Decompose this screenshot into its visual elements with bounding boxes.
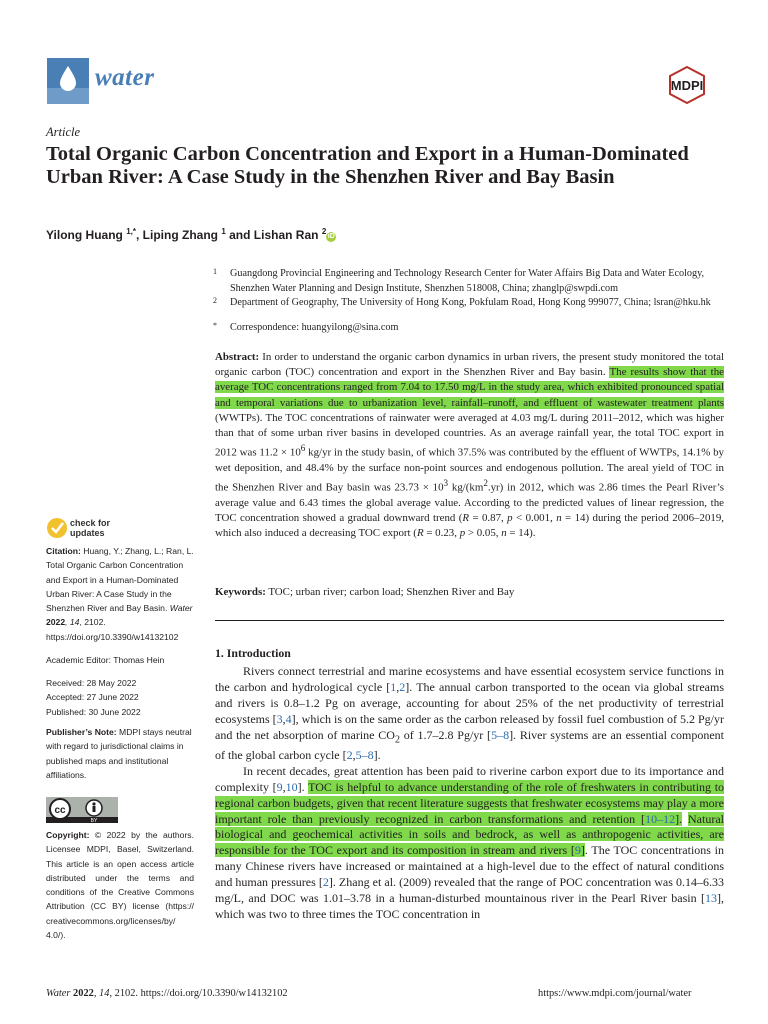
paragraph-1 <box>215 664 724 764</box>
highlight-text: ]. <box>675 811 683 826</box>
abstract-text: .yr) in 2012, which was 2.86 times the Pearl River’s average value and 6.43 times the global average value. According to the predicted values of linear regression, the TOC concentration showed a gradual downward trend ( <box>215 481 724 525</box>
abstract-var: n <box>501 527 507 540</box>
copyright-text: © 2022 by the authors. Licensee MDPI, Basel, Switzerland. This article is an open access article distributed under the terms and conditions of the Creative Commons Attribution (CC BY) license (https:// creativecommons.org/licenses/by/ 4.0/). <box>46 830 194 941</box>
footer-doi[interactable]: , 2102. https://doi.org/10.3390/w14132102 <box>109 988 288 999</box>
footer-volume: , 14 <box>93 988 110 999</box>
section-heading: 1. Introduction <box>215 646 291 660</box>
body-text: Rivers connect terrestrial and marine ecosystems and have essential ecosystem service functions in the carbon and hydrological cycle [ <box>215 664 724 694</box>
author-affiliation-marker: 2 <box>321 227 327 236</box>
citation-doi[interactable]: , 2102. https://doi.org/10.3390/w14132102 <box>46 617 179 642</box>
abstract-var: R <box>416 527 424 540</box>
citation-link[interactable]: 2 <box>322 875 329 890</box>
author-name[interactable]: and Lishan Ran <box>225 228 322 242</box>
citation-link[interactable]: 1 <box>390 679 397 694</box>
body-sub: 2 <box>394 734 400 746</box>
keywords <box>215 586 724 598</box>
received-date: Received: 28 May 2022 <box>46 678 137 688</box>
body-text: ], which was two to three times the TOC concentration in <box>215 891 724 921</box>
correspondence-text: Correspondence: huangyilong@sina.com <box>230 322 399 333</box>
mdpi-logo-text: MDPI <box>670 78 704 93</box>
author-name[interactable]: , Liping Zhang <box>136 228 222 242</box>
keywords-text: TOC; urban river; carbon load; Shenzhen River and Bay <box>265 586 515 598</box>
body-text: ]. The annual carbon transported to the ocean via global streams and rivers is 0.8–1.2 Pg on average, accounting for about 25% of the net productivity of terrestrial ecosystems [ <box>215 679 724 726</box>
accepted-date: Accepted: 27 June 2022 <box>46 692 139 703</box>
author-affiliation-marker: 1,* <box>126 227 137 236</box>
abstract-sup: 3 <box>443 478 449 489</box>
footer-journal-url[interactable]: https://www.mdpi.com/journal/water <box>538 988 692 999</box>
abstract-text: In order to understand the organic carbon dynamics in urban rivers, the present study monitored the total organic carbon (TOC) concentration and export in the Shenzhen River and Bay basin. <box>215 351 724 379</box>
dates-block <box>46 676 194 719</box>
publisher-note-label: Publisher’s Note: <box>46 727 117 737</box>
citation-link[interactable]: 4 <box>285 711 292 726</box>
body-text: ], which is on the same order as the carbon released by fossil fuel combustion of 5.2 Pg/yr and the net absorption of marine CO <box>215 711 725 742</box>
abstract-label: Abstract: <box>215 351 260 363</box>
abstract-text: > 0.05, <box>465 527 502 540</box>
cc-label: cc <box>54 805 66 816</box>
highlight-text: ] <box>580 843 585 858</box>
publisher-note-text: MDPI stays neutral with regard to jurisdictional claims in published maps and institutional affiliations. <box>46 727 192 780</box>
abstract-text: = 14). <box>506 527 536 540</box>
publisher-note <box>46 725 194 782</box>
cc-by-label: BY <box>90 818 98 823</box>
journal-logo-icon <box>47 58 89 104</box>
body-text: In recent decades, great attention has been paid to riverine carbon export due to its importance and complexity [ <box>215 763 724 794</box>
citation-link[interactable]: 10–12 <box>645 811 676 826</box>
citation-text: Huang, Y.; Zhang, L.; Ran, L. Total Organic Carbon Concentration and Export in a Human-Dominated Urban River: A Case Study in the Shenzhen River and Bay Basin. <box>46 546 194 614</box>
article-type: Article <box>46 125 81 139</box>
citation-year: 2022 <box>46 617 66 628</box>
body-text: of 1.7–2.8 Pg/yr [ <box>399 727 492 742</box>
abstract-var: p <box>507 512 513 525</box>
body-text: . The TOC concentrations in many Chinese rivers have increased or maintained at a high-level due to the effect of natural conditions and human pressures [ <box>215 843 724 890</box>
mdpi-logo-icon <box>652 66 722 104</box>
body-text: ]. <box>297 779 309 794</box>
citation-link[interactable]: 9 <box>574 843 581 858</box>
abstract-sup: 6 <box>300 443 306 454</box>
highlight-text: Natural biological and geochemical activities in soils and bedrock, as well as anthropogenic activities, are responsible for the TOC export and its composition in stream and rivers [ <box>215 811 724 858</box>
cc-by-license-icon[interactable] <box>46 797 118 823</box>
affiliation-1 <box>213 266 730 296</box>
body-text: ]. River systems are an essential component of the global carbon cycle [ <box>215 727 724 762</box>
abstract-sup: 2 <box>483 478 488 489</box>
abstract-text: = 0.87, <box>469 512 508 525</box>
body-text: , <box>282 779 286 794</box>
check-updates-line: check for <box>70 518 111 528</box>
citation-link[interactable]: 2 <box>399 679 406 694</box>
body-text: , <box>396 679 400 694</box>
affiliation-number: 1 <box>213 267 217 276</box>
body-text: , <box>352 747 356 762</box>
abstract-var: n <box>556 512 562 525</box>
body-text: ]. Zhang et al. (2009) revealed that the range of POC concentration was 0.14–6.33 mg/L, and DOC was 1.01–3.78 in a human-disturbed mountainous river in the Pearl River basin [ <box>215 875 724 906</box>
journal-name: water <box>95 64 155 91</box>
citation-label: Citation: <box>46 546 81 556</box>
copyright-block <box>46 828 194 942</box>
abstract-text: (WWTPs). The TOC concentrations of rainwater were averaged at 4.03 mg/L during 2011–2012, which was higher than that of some urban river basins in developed countries. As an average rainfall year, the total TOC export in 2012 was 11.2 × 10 <box>215 411 724 459</box>
abstract-text: = 0.23, <box>423 527 460 540</box>
published-date: Published: 30 June 2022 <box>46 706 141 717</box>
citation-link[interactable]: 5–8 <box>491 727 510 742</box>
citation-block <box>46 544 194 644</box>
article-title: Total Organic Carbon Concentration and Export in a Human-Dominated Urban River: A Case Study in the Shenzhen River and Bay Basin <box>46 143 689 188</box>
affiliation-number: * <box>213 321 217 330</box>
body-text: ]. <box>373 747 381 762</box>
abstract <box>215 350 724 542</box>
abstract-text: < 0.001, <box>512 512 557 525</box>
citation-journal: Water <box>169 603 193 614</box>
abstract-text: kg/yr in the study basin, of which 37.5% was contributed by the effluent of WWTPs, 14.1% by wet deposition, and 48.4% by the surface non-point sources and endogenous pollution. The areal yield of TOC in the Shenzhen River and Bay basin was 23.73 × 10 <box>215 446 724 494</box>
author-affiliation-marker: 1 <box>221 227 226 236</box>
check-for-updates-button[interactable] <box>46 516 126 542</box>
body-text: , <box>282 711 286 726</box>
correspondence <box>213 320 730 335</box>
citation-volume: , 14 <box>65 617 80 628</box>
orcid-icon[interactable]: iD <box>327 233 335 240</box>
affiliation-2 <box>213 295 730 310</box>
highlight-text: TOC is helpful to advance understanding of the role of freshwaters in contributing to regional carbon budgets, given that recent literature suggests that freshwater ecosystems may play a more important role than previously recognized in carbon transformations and retention [ <box>215 779 725 826</box>
author-list <box>46 227 726 242</box>
keywords-label: Keywords: <box>215 586 266 598</box>
academic-editor: Academic Editor: Thomas Hein <box>46 655 165 665</box>
abstract-text: kg/(km <box>448 481 484 494</box>
footer-year: 2022 <box>70 988 94 999</box>
footer-journal: Water <box>46 988 71 999</box>
citation-link[interactable]: 2 <box>346 747 353 762</box>
citation-link[interactable]: 10 <box>285 779 298 794</box>
introduction-body <box>215 664 724 923</box>
affiliation-text: Department of Geography, The University of Hong Kong, Pokfulam Road, Hong Kong 999077, China; lsran@hku.hk <box>230 297 711 308</box>
check-updates-line: updates <box>70 528 105 538</box>
abstract-var: p <box>459 527 466 540</box>
affiliation-number: 2 <box>213 296 217 305</box>
check-updates-icon <box>46 516 68 540</box>
abstract-text: = 14) during the period 2006–2019, which also induced a decreasing TOC export ( <box>215 512 724 540</box>
section-divider <box>215 620 724 621</box>
abstract-highlight[interactable]: The results show that the average TOC concentrations ranged from 7.04 to 17.50 mg/L in the study area, which exhibited pronounced spatial and temporal variations due to urbanization level, rainfall–runoff, and effluent of wastewater treatment plants <box>215 366 724 409</box>
paragraph-2 <box>215 764 724 923</box>
author-name[interactable]: Yilong Huang <box>46 228 127 242</box>
abstract-var: R <box>462 512 470 525</box>
check-updates-label <box>70 518 110 538</box>
affiliation-text: Guangdong Provincial Engineering and Technology Research Center for Water Affairs Big Data and Water Ecology, Shenzhen Water Planning and Design Institute, Shenzhen 518008, China; zhanglp@swpdi.com <box>230 268 705 294</box>
citation-link[interactable]: 9 <box>276 779 283 794</box>
footer-citation <box>46 988 288 999</box>
citation-link[interactable]: 3 <box>276 711 283 726</box>
citation-link[interactable]: 5–8 <box>355 747 374 762</box>
citation-link[interactable]: 13 <box>705 891 717 906</box>
copyright-label: Copyright: <box>46 830 90 840</box>
